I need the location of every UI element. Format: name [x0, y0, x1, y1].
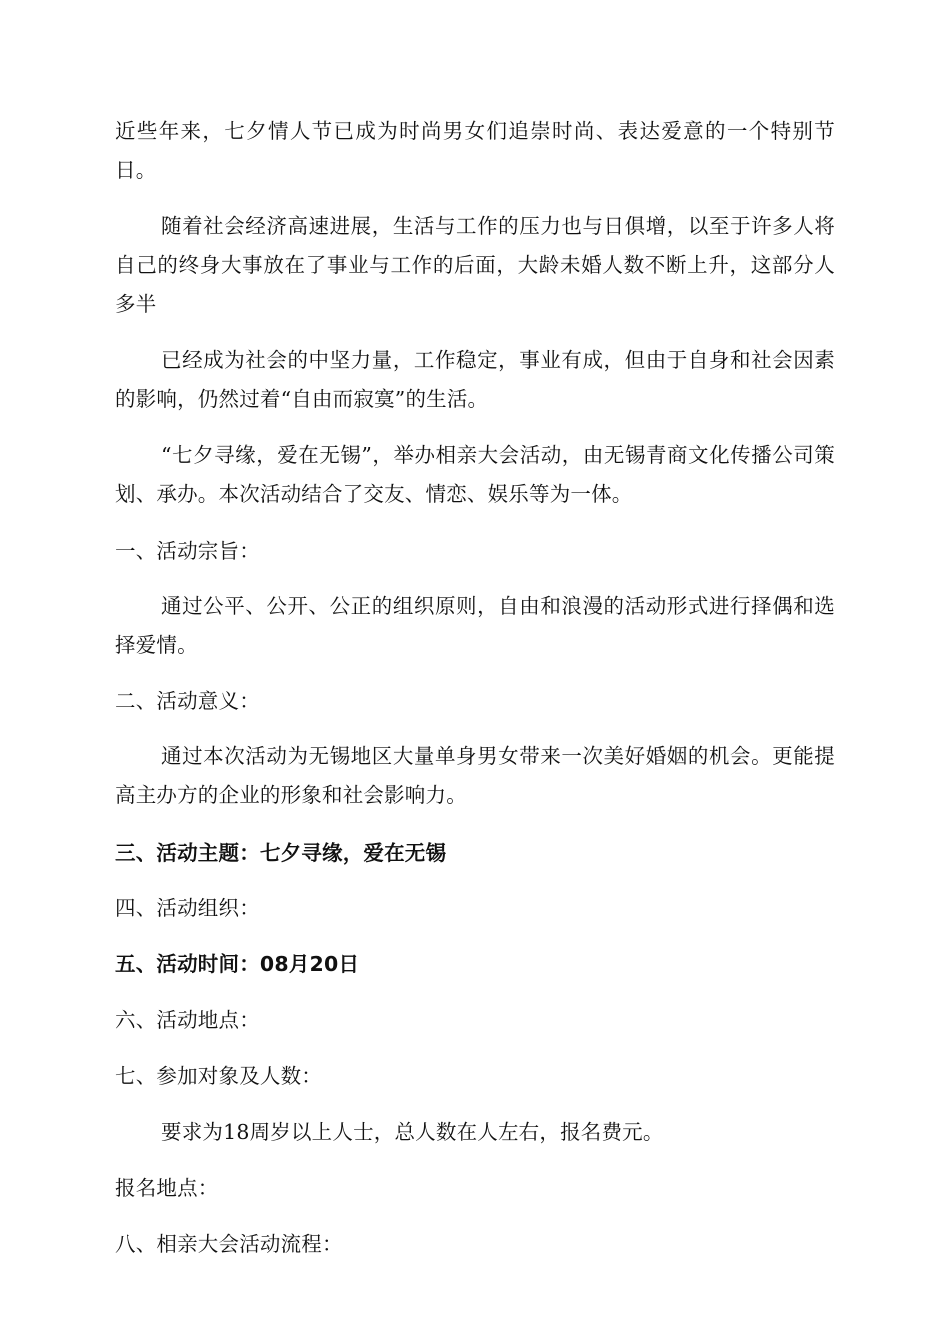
section-theme-heading: 三、活动主题：七夕寻缘，爱在无锡 [115, 841, 447, 865]
section-process-heading: 八、相亲大会活动流程： [115, 1232, 343, 1256]
purpose-paragraph: 通过公平、公开、公正的组织原则，自由和浪漫的活动形式进行择偶和选择爱情。 [115, 594, 835, 657]
registration-location-label: 报名地点： [115, 1176, 219, 1200]
background-paragraph: 随着社会经济高速进展，生活与工作的压力也与日俱增，以至于许多人将自己的终身大事放在了事业与工作的后面，大龄未婚人数不断上升，这部分人多半 [115, 214, 835, 316]
section-time-heading: 五、活动时间：08月20日 [115, 952, 360, 976]
significance-paragraph: 通过本次活动为无锡地区大量单身男女带来一次美好婚姻的机会。更能提高主办方的企业的形象和社会影响力。 [115, 744, 835, 807]
section-participants-heading: 七、参加对象及人数： [115, 1064, 322, 1088]
section-purpose-heading: 一、活动宗旨： [115, 539, 260, 563]
section-organization-heading: 四、活动组织： [115, 896, 260, 920]
document-body [115, 112, 835, 1264]
section-significance-heading: 二、活动意义： [115, 689, 260, 713]
section-location-heading: 六、活动地点： [115, 1008, 260, 1032]
event-intro-paragraph: “七夕寻缘，爱在无锡”，举办相亲大会活动，由无锡青商文化传播公司策划、承办。本次活动结合了交友、情恋、娱乐等为一体。 [115, 443, 835, 506]
intro-paragraph: 近些年来，七夕情人节已成为时尚男女们追崇时尚、表达爱意的一个特别节日。 [115, 119, 835, 182]
participants-paragraph: 要求为18周岁以上人士，总人数在人左右，报名费元。 [161, 1120, 664, 1144]
background-continued-paragraph: 已经成为社会的中坚力量，工作稳定，事业有成，但由于自身和社会因素的影响，仍然过着“自由而寂寞”的生活。 [115, 348, 835, 411]
